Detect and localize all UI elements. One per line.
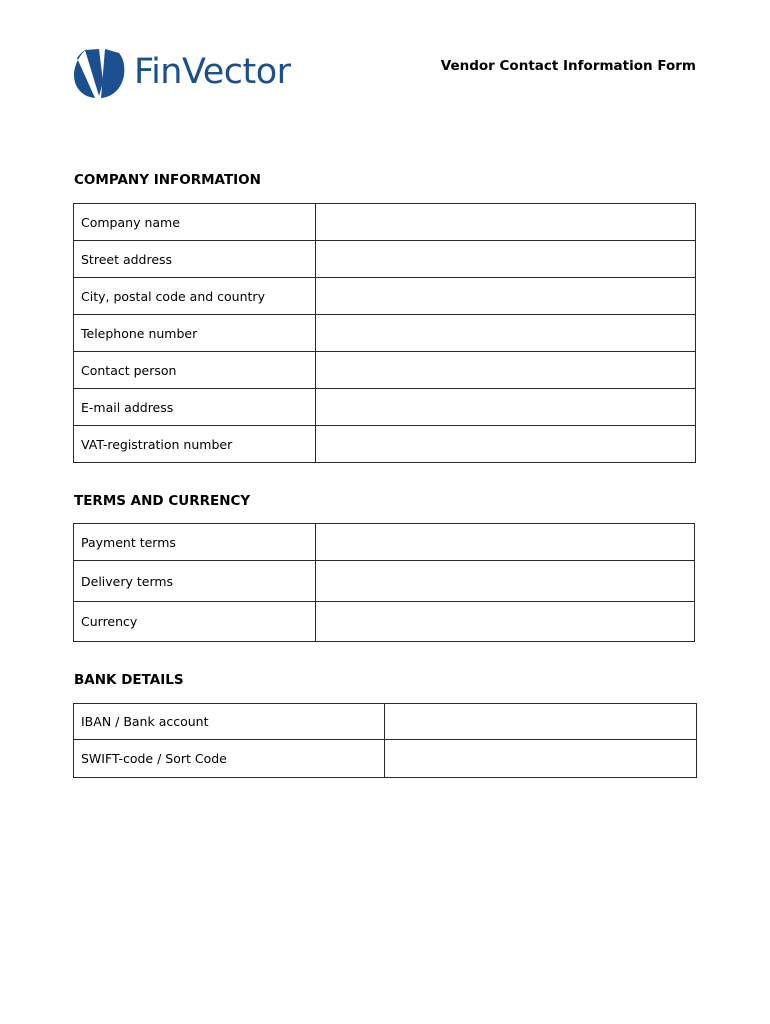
email-address-field[interactable] xyxy=(316,389,696,426)
telephone-number-field[interactable] xyxy=(316,315,696,352)
table-row xyxy=(74,315,696,352)
company-information-table xyxy=(73,203,696,463)
field-label-vat-registration-number: VAT-registration number xyxy=(74,426,316,463)
iban-bank-account-field[interactable] xyxy=(385,704,697,740)
vat-registration-number-field[interactable] xyxy=(316,426,696,463)
table-row xyxy=(74,561,695,602)
field-label-telephone-number: Telephone number xyxy=(74,315,316,352)
street-address-field[interactable] xyxy=(316,241,696,278)
field-label-delivery-terms: Delivery terms xyxy=(74,561,316,602)
field-label-email-address: E-mail address xyxy=(74,389,316,426)
company-name-field[interactable] xyxy=(316,204,696,241)
section-title-terms-and-currency: TERMS AND CURRENCY xyxy=(74,493,251,509)
field-label-currency: Currency xyxy=(74,602,316,642)
city-postal-country-field[interactable] xyxy=(316,278,696,315)
payment-terms-field[interactable] xyxy=(316,524,695,561)
brand-name: FinVector xyxy=(134,52,291,92)
table-row xyxy=(74,704,697,740)
table-row xyxy=(74,740,697,778)
swift-sort-code-field[interactable] xyxy=(385,740,697,778)
table-row xyxy=(74,426,696,463)
field-label-street-address: Street address xyxy=(74,241,316,278)
table-row xyxy=(74,352,696,389)
section-title-company-information: COMPANY INFORMATION xyxy=(74,172,261,188)
field-label-swift-sort-code: SWIFT-code / Sort Code xyxy=(74,740,385,778)
contact-person-field[interactable] xyxy=(316,352,696,389)
table-row xyxy=(74,524,695,561)
field-label-payment-terms: Payment terms xyxy=(74,524,316,561)
delivery-terms-field[interactable] xyxy=(316,561,695,602)
terms-and-currency-table xyxy=(73,523,695,642)
table-row xyxy=(74,241,696,278)
bank-details-table xyxy=(73,703,697,778)
field-label-company-name: Company name xyxy=(74,204,316,241)
field-label-city-postal-country: City, postal code and country xyxy=(74,278,316,315)
table-row xyxy=(74,602,695,642)
table-row xyxy=(74,389,696,426)
table-row xyxy=(74,204,696,241)
company-logo xyxy=(72,46,302,100)
form-title: Vendor Contact Information Form xyxy=(440,58,696,74)
table-row xyxy=(74,278,696,315)
field-label-contact-person: Contact person xyxy=(74,352,316,389)
field-label-iban-bank-account: IBAN / Bank account xyxy=(74,704,385,740)
section-title-bank-details: BANK DETAILS xyxy=(74,672,184,688)
finvector-logo-icon xyxy=(72,46,126,100)
currency-field[interactable] xyxy=(316,602,695,642)
